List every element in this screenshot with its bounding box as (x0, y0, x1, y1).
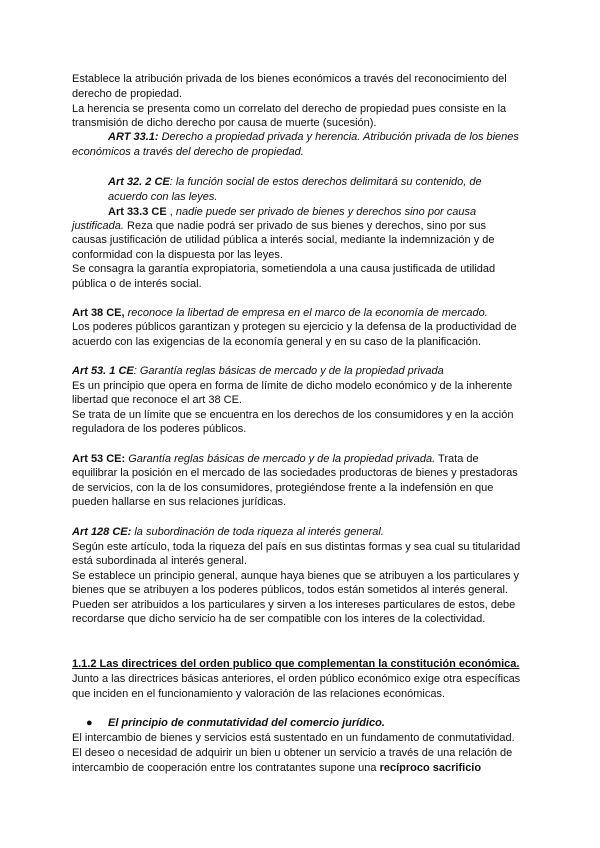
text-line (72, 761, 600, 775)
text-run: de servicios, con la de los consumidores, protegiéndose frente a la indefensión en que (72, 482, 494, 494)
text-line (72, 569, 600, 583)
text-run: Junto a las directrices básicas anteriores, el orden público económico exige otra específicas (72, 673, 521, 685)
text-line (108, 205, 600, 219)
text-run: Se establece un principio general, aunque haya bienes que se atribuyen a los particulares y (72, 570, 520, 582)
text-line (72, 422, 600, 436)
text-line (72, 306, 600, 320)
text-run: derecho de propiedad. (72, 88, 183, 100)
text-line (72, 145, 600, 159)
text-line (72, 657, 600, 671)
article-reference: Art 128 CE: (72, 526, 132, 538)
article-reference: recíproco sacrificio (379, 762, 482, 774)
text-run: la subordinación de toda riqueza al interés general. (131, 526, 384, 538)
text-line (72, 393, 600, 407)
text-line (72, 452, 600, 466)
text-run: Establece la atribución privada de los bienes económicos a través del reconocimiento del (72, 73, 507, 85)
text-run: Se trata de un límite que se encuentra en los derechos de los consumidores y en la acción (72, 409, 514, 421)
text-run: Trata de (435, 453, 479, 465)
text-line (72, 408, 600, 422)
text-line (72, 612, 600, 626)
article-reference: Art 53. 1 CE (72, 365, 134, 377)
text-run: reguladora de los poderes públicos. (72, 423, 247, 435)
text-run: bienes que se atribuyen a los poderes públicos, todos están sometidos al interés general. (72, 584, 508, 596)
text-run: equilibrar la posición en el mercado de las sociedades productoras de bienes y prestadoras (72, 467, 518, 479)
text-line (72, 540, 600, 554)
text-run: Según este artículo, toda la riqueza del país en sus distintas formas y sea cual su titularidad (72, 541, 521, 553)
text-run: conformidad con la dispuesta por las leyes. (72, 249, 283, 261)
text-line (72, 495, 600, 509)
article-reference: ART 33.1: (108, 131, 159, 143)
text-run: El intercambio de bienes y servicios está sustentado en un fundamento de conmutatividad. (72, 732, 515, 744)
text-line (72, 72, 600, 86)
text-run: acuerdo con las leyes. (108, 191, 218, 203)
text-run: está subordinada al interés general. (72, 555, 247, 567)
text-line (72, 102, 600, 116)
text-run: nadie puede ser privado de bienes y derechos sino por causa (175, 206, 477, 218)
text-run: que inciden en el funcionamiento y valoración de las relaciones económicas. (72, 688, 446, 700)
article-reference: Art 32. 2 CE (108, 176, 170, 188)
text-line (72, 233, 600, 247)
text-line (72, 687, 600, 701)
article-reference: Art 33.3 CE (108, 206, 167, 218)
text-run: Pueden ser atribuidos a los particulares y sirven a los intereses particulares de estos, debe (72, 599, 516, 611)
text-line (86, 716, 600, 730)
article-reference: El principio de conmutatividad del comercio jurídico. (108, 717, 385, 729)
text-line (72, 379, 600, 393)
text-line (72, 116, 600, 130)
text-line (108, 130, 600, 144)
section-heading: 1.1.2 Las directrices del orden publico que complementan la constitución económica. (72, 658, 520, 670)
text-run: causas justificación de utilidad pública a interés social, mediante la indemnización y de (72, 234, 495, 246)
text-run: transmisión de dicho derecho por causa de muerte (sucesión). (72, 117, 377, 129)
text-line (72, 481, 600, 495)
text-line (72, 262, 600, 276)
text-run: : la función social de estos derechos delimitará su contenido, de (169, 176, 482, 188)
text-run: El deseo o necesidad de adquirir un bien u obtener un servicio a través de una relación de (72, 747, 513, 759)
text-line (72, 87, 600, 101)
article-reference: Art 38 CE, (72, 307, 125, 319)
text-line (108, 190, 600, 204)
text-line (108, 175, 600, 189)
text-line (72, 248, 600, 262)
text-run: intercambio de cooperación entre los contratantes supone una (72, 762, 380, 774)
bullet-icon: ● (86, 717, 93, 729)
text-run: Reza que nadie podrá ser privado de sus bienes y derechos, sino por sus (123, 220, 486, 232)
text-line (72, 731, 600, 745)
text-line (72, 219, 600, 233)
text-run: económicos a través del derecho de propiedad. (72, 146, 304, 158)
text-line (72, 746, 600, 760)
text-run: acuerdo con las exigencias de la economía general y en su caso de la planificación. (72, 336, 482, 348)
text-run: recordarse que dicho servicio ha de ser compatible con los interes de la colectividad. (72, 613, 486, 625)
text-line (72, 277, 600, 291)
text-line (72, 598, 600, 612)
text-run: reconoce la libertad de empresa en el marco de la economía de mercado. (124, 307, 488, 319)
text-line (72, 320, 600, 334)
text-line (72, 466, 600, 480)
text-line (72, 335, 600, 349)
text-run: Derecho a propiedad privada y herencia. Atribución privada de los bienes (158, 131, 519, 143)
text-run: Los poderes públicos garantizan y protegen su ejercicio y la defensa de la productividad de (72, 321, 517, 333)
text-run: , (166, 206, 176, 218)
text-run: pública o de interés social. (72, 278, 202, 290)
text-run: Es un principio que opera en forma de límite de dicho modelo económico y de la inherente (72, 380, 513, 392)
text-line (72, 554, 600, 568)
article-reference: Art 53 CE: (72, 453, 126, 465)
text-run: justificada. (72, 220, 124, 232)
text-line (72, 525, 600, 539)
text-run: La herencia se presenta como un correlato del derecho de propiedad pues consiste en la (72, 103, 507, 115)
text-line (72, 364, 600, 378)
text-line (72, 672, 600, 686)
text-run: Garantía reglas básicas de mercado y de la propiedad privada. (125, 453, 436, 465)
text-run: Se consagra la garantía expropiatoria, sometiendola a una causa justificada de utilidad (72, 263, 496, 275)
text-run: libertad que reconoce el art 38 CE. (72, 394, 242, 406)
text-run: pueden hallarse en sus relaciones jurídicas. (72, 496, 287, 508)
text-line (72, 583, 600, 597)
text-run: : Garantía reglas básicas de mercado y de la propiedad privada (133, 365, 444, 377)
